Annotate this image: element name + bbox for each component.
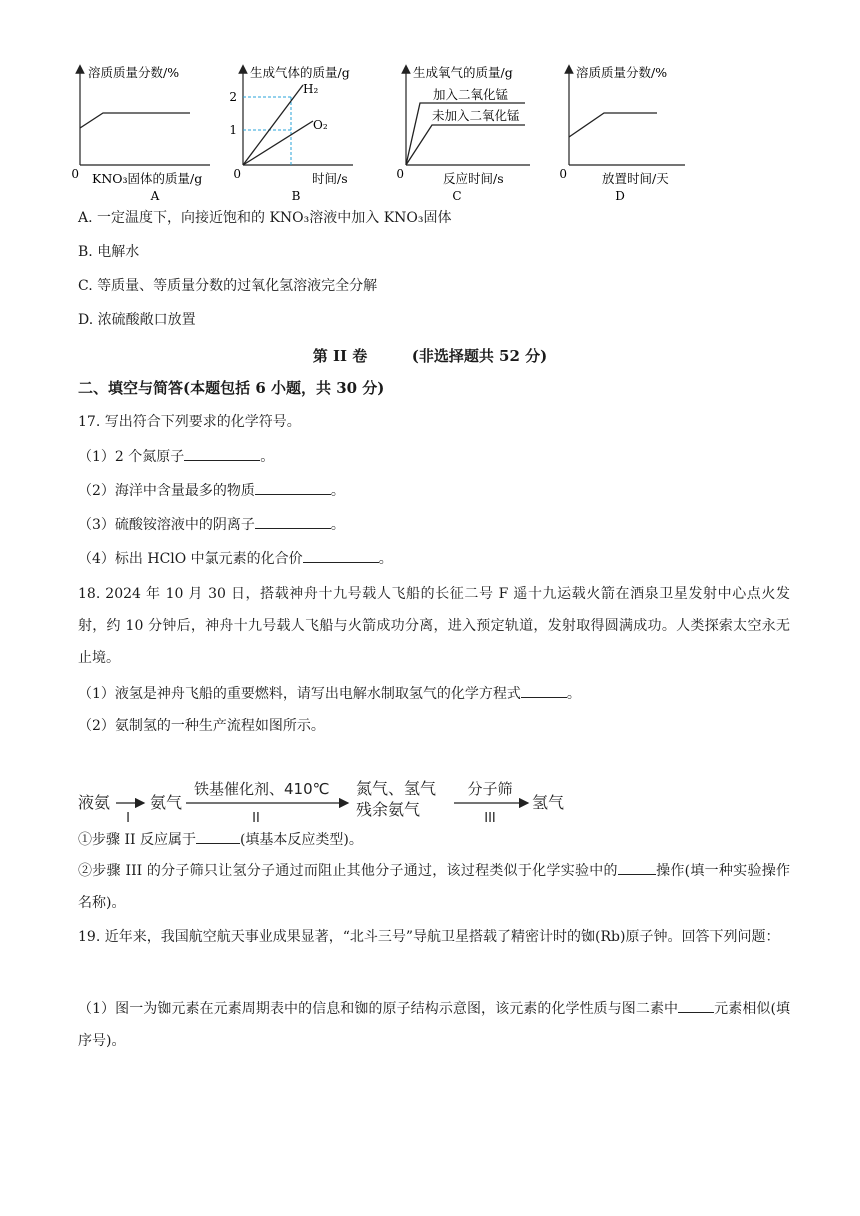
process-flow xyxy=(70,770,590,830)
section-title-text: 第 II 卷 xyxy=(312,347,368,365)
q17-item-1-end: 。 xyxy=(260,449,275,465)
q18-circ1-text: ①步骤 II 反应属于 xyxy=(78,832,196,848)
q19-stem: 19. 近年来，我国航空航天事业成果显著，“北斗三号”导航卫星搭载了精密计时的铷(Rb)原子钟。回答下列问题： xyxy=(78,929,780,945)
graph-b-ytick-2: 2 xyxy=(229,90,237,104)
q17-item-3-text: （3）硫酸铵溶液中的阴离子 xyxy=(78,517,255,533)
q18-circ1-end: (填基本反应类型)。 xyxy=(239,832,363,848)
q18-sub1-end: 。 xyxy=(566,686,581,702)
q19-sub1-end: 元素相似(填序号)。 xyxy=(78,1001,790,1049)
graph-d-origin: 0 xyxy=(559,167,567,181)
graph-b-ytick-1: 1 xyxy=(229,123,237,137)
q17-item-2 xyxy=(78,480,345,501)
q18-circ1-blank[interactable] xyxy=(196,829,240,844)
q18-sub1-text: （1）液氢是神舟飞船的重要燃料，请写出电解水制取氢气的化学方程式 xyxy=(78,686,521,702)
graph-c-mno2-label: 加入二氧化锰 xyxy=(433,87,509,102)
graph-c-origin: 0 xyxy=(396,167,404,181)
q18-sub2: （2）氨制氢的一种生产流程如图所示。 xyxy=(78,718,325,734)
flow-step-2: II xyxy=(252,811,260,826)
option-d: D. 浓硫酸敞口放置 xyxy=(78,312,196,328)
flow-start: 液氨 xyxy=(78,793,111,812)
answer-graphs xyxy=(0,55,860,205)
q19-sub1 xyxy=(78,993,790,1057)
flow-prod-1: 氮气、氢气 xyxy=(356,779,437,798)
graph-c-ylabel: 生成氧气的质量/g xyxy=(413,65,513,80)
graph-a-origin: 0 xyxy=(71,167,79,181)
flow-cond-2: 铁基催化剂、410℃ xyxy=(194,780,330,798)
q18-stem: 18. 2024 年 10 月 30 日，搭载神舟十九号载人飞船的长征二号 F 遥十九运载火箭在酒泉卫星发射中心点火发射，约 10 分钟后，神舟十九号载人飞船与火箭成功分离，进入预定轨道，发射取得圆满成功。人类探索太空永无止境。 xyxy=(78,586,790,666)
graph-b-h2-label: H₂ xyxy=(303,82,319,96)
graph-b-xlabel: 时间/s xyxy=(312,171,348,186)
q18-sub1 xyxy=(78,683,581,704)
q17-stem: 17. 写出符合下列要求的化学符号。 xyxy=(78,414,301,430)
q18-circ2-end: 操作(填一种实验操作名称)。 xyxy=(78,863,790,911)
option-a: A. 一定温度下，向接近饱和的 KNO₃溶液中加入 KNO₃固体 xyxy=(78,210,452,226)
q17-item-4 xyxy=(78,548,393,569)
flow-end: 氢气 xyxy=(532,793,565,812)
graph-c-nomno2-label: 未加入二氧化锰 xyxy=(432,108,520,123)
option-c: C. 等质量、等质量分数的过氧化氢溶液完全分解 xyxy=(78,278,378,294)
graph-a-letter: A xyxy=(150,189,160,203)
q17-item-2-end: 。 xyxy=(330,483,345,499)
q17-item-1 xyxy=(78,446,274,467)
q18-circ2-blank[interactable] xyxy=(618,860,656,875)
graph-a-xlabel: KNO₃固体的质量/g xyxy=(92,171,203,186)
graph-a-curve xyxy=(80,113,190,128)
graph-c-nomno2-curve xyxy=(406,125,525,165)
q17-item-3-blank[interactable] xyxy=(255,514,331,529)
q18-sub1-blank[interactable] xyxy=(521,683,567,698)
part-heading: 二、填空与简答(本题包括 6 小题，共 30 分) xyxy=(78,379,385,397)
graph-d-xlabel: 放置时间/天 xyxy=(602,171,669,186)
q18-circ2 xyxy=(78,855,790,919)
q17-item-1-text: （1）2 个氮原子 xyxy=(78,449,185,465)
flow-mid: 氨气 xyxy=(150,793,183,812)
graph-c xyxy=(396,65,530,203)
graph-b-letter: B xyxy=(291,189,301,203)
graph-c-letter: C xyxy=(452,189,462,203)
graph-b-ylabel: 生成气体的质量/g xyxy=(250,65,350,80)
graph-d-letter: D xyxy=(615,189,625,203)
graph-b xyxy=(229,65,353,203)
flow-prod-2: 残余氨气 xyxy=(356,800,421,819)
q17-item-1-blank[interactable] xyxy=(184,446,260,461)
graph-d-ylabel: 溶质质量分数/% xyxy=(576,65,668,80)
flow-step-1: I xyxy=(126,811,130,826)
section-title xyxy=(0,345,860,366)
q17-item-2-text: （2）海洋中含量最多的物质 xyxy=(78,483,255,499)
flow-cond-3: 分子筛 xyxy=(467,780,513,798)
option-b: B. 电解水 xyxy=(78,244,140,260)
q19-sub1-blank[interactable] xyxy=(678,998,714,1013)
graph-b-o2-line xyxy=(243,121,313,165)
q19-sub1-text: （1）图一为铷元素在元素周期表中的信息和铷的原子结构示意图，该元素的化学性质与图二素中 xyxy=(78,1001,679,1017)
flow-step-3: III xyxy=(484,811,496,826)
q17-item-4-end: 。 xyxy=(378,551,393,567)
q17-item-3 xyxy=(78,514,345,535)
q17-item-2-blank[interactable] xyxy=(255,480,331,495)
graph-b-origin: 0 xyxy=(233,167,241,181)
graph-c-xlabel: 反应时间/s xyxy=(443,171,504,186)
q18-circ1 xyxy=(78,829,363,850)
graph-a-ylabel: 溶质质量分数/% xyxy=(88,65,180,80)
q18-circ2-text: ②步骤 III 的分子筛只让氢分子通过而阻止其他分子通过，该过程类似于化学实验中的 xyxy=(78,863,618,879)
q17-item-4-blank[interactable] xyxy=(303,548,379,563)
section-subtitle: (非选择题共 52 分) xyxy=(411,347,548,365)
q17-item-4-text: （4）标出 HClO 中氯元素的化合价 xyxy=(78,551,303,567)
graph-b-o2-label: O₂ xyxy=(313,118,328,132)
graph-d-curve xyxy=(569,113,657,137)
q17-item-3-end: 。 xyxy=(330,517,345,533)
graph-d xyxy=(559,65,685,203)
graph-a xyxy=(71,65,210,203)
